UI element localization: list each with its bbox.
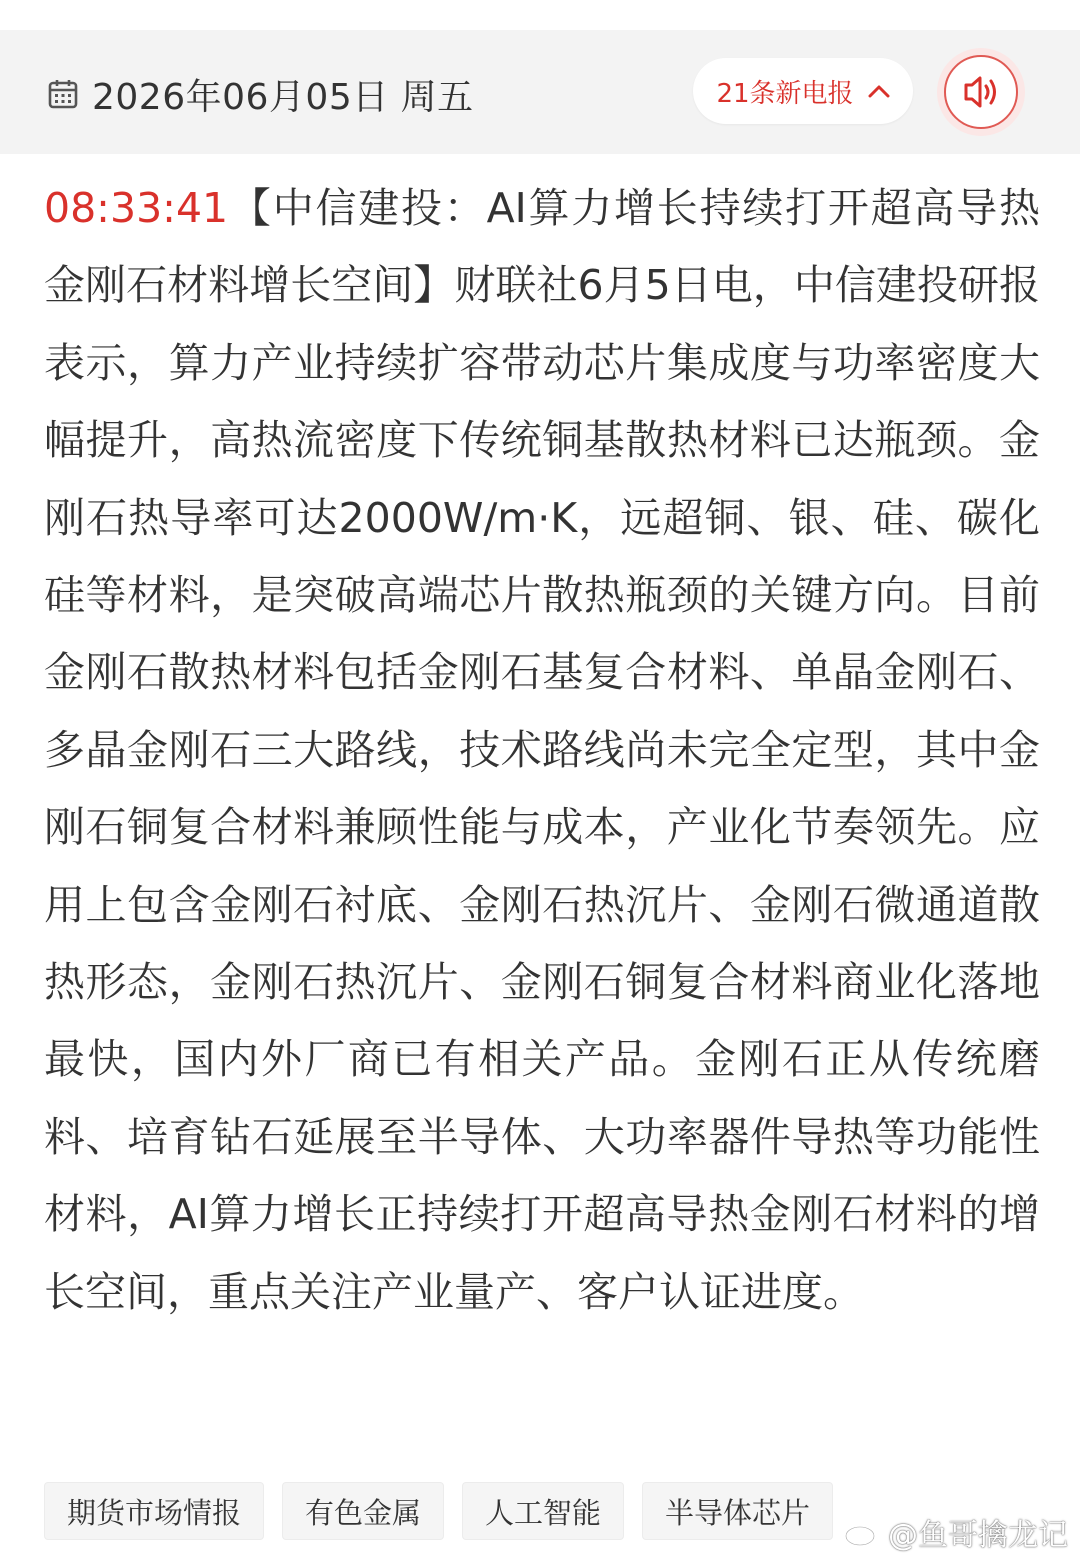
new-telegraph-label: 21条新电报 <box>716 78 854 109</box>
watermark <box>844 1510 1068 1554</box>
speaker-button[interactable] <box>935 46 1027 138</box>
telegraph-time: 08:33:41 <box>44 184 229 232</box>
tag-list <box>44 1482 833 1540</box>
weibo-icon <box>844 1517 882 1547</box>
tag-nonferrous-metals[interactable]: 有色金属 <box>282 1482 444 1540</box>
new-telegraph-button[interactable] <box>693 58 913 124</box>
date-text: 2026年06月05日 周五 <box>92 76 474 118</box>
telegraph-body: 【中信建投：AI算力增长持续打开超高导热金刚石材料增长空间】财联社6月5日电，中信建投研报表示，算力产业持续扩容带动芯片集成度与功率密度大幅提升，高热流密度下传统铜基散热材料已达瓶颈。金刚石热导率可达2000W/m·K，远超铜、银、硅、碳化硅等材料，是突破高端芯片散热瓶颈的关键方向。目前金刚石散热材料包括金刚石基复合材料、单晶金刚石、多晶金刚石三大路线，技术路线尚未完全定型，其中金刚石铜复合材料兼顾性能与成本，产业化节奏领先。应用上包含金刚石衬底、金刚石热沉片、金刚石微通道散热形态，金刚石热沉片、金刚石铜复合材料商业化落地最快，国内外厂商已有相关产品。金刚石正从传统磨料、培育钻石延展至半导体、大功率器件导热等功能性材料，AI算力增长正持续打开超高导热金刚石材料的增长空间，重点关注产业量产、客户认证进度。 <box>44 184 1040 1316</box>
date-display[interactable] <box>48 72 474 116</box>
tag-semiconductor-chips[interactable]: 半导体芯片 <box>642 1482 833 1540</box>
tag-artificial-intelligence[interactable]: 人工智能 <box>462 1482 624 1540</box>
telegraph-content <box>44 170 1040 1331</box>
calendar-icon <box>48 79 78 109</box>
chevron-up-icon <box>868 84 890 98</box>
header-bar <box>0 30 1080 154</box>
top-strip <box>0 0 1080 30</box>
tag-futures-intel[interactable]: 期货市场情报 <box>44 1482 264 1540</box>
watermark-text: @鱼哥擒龙记 <box>888 1518 1068 1553</box>
